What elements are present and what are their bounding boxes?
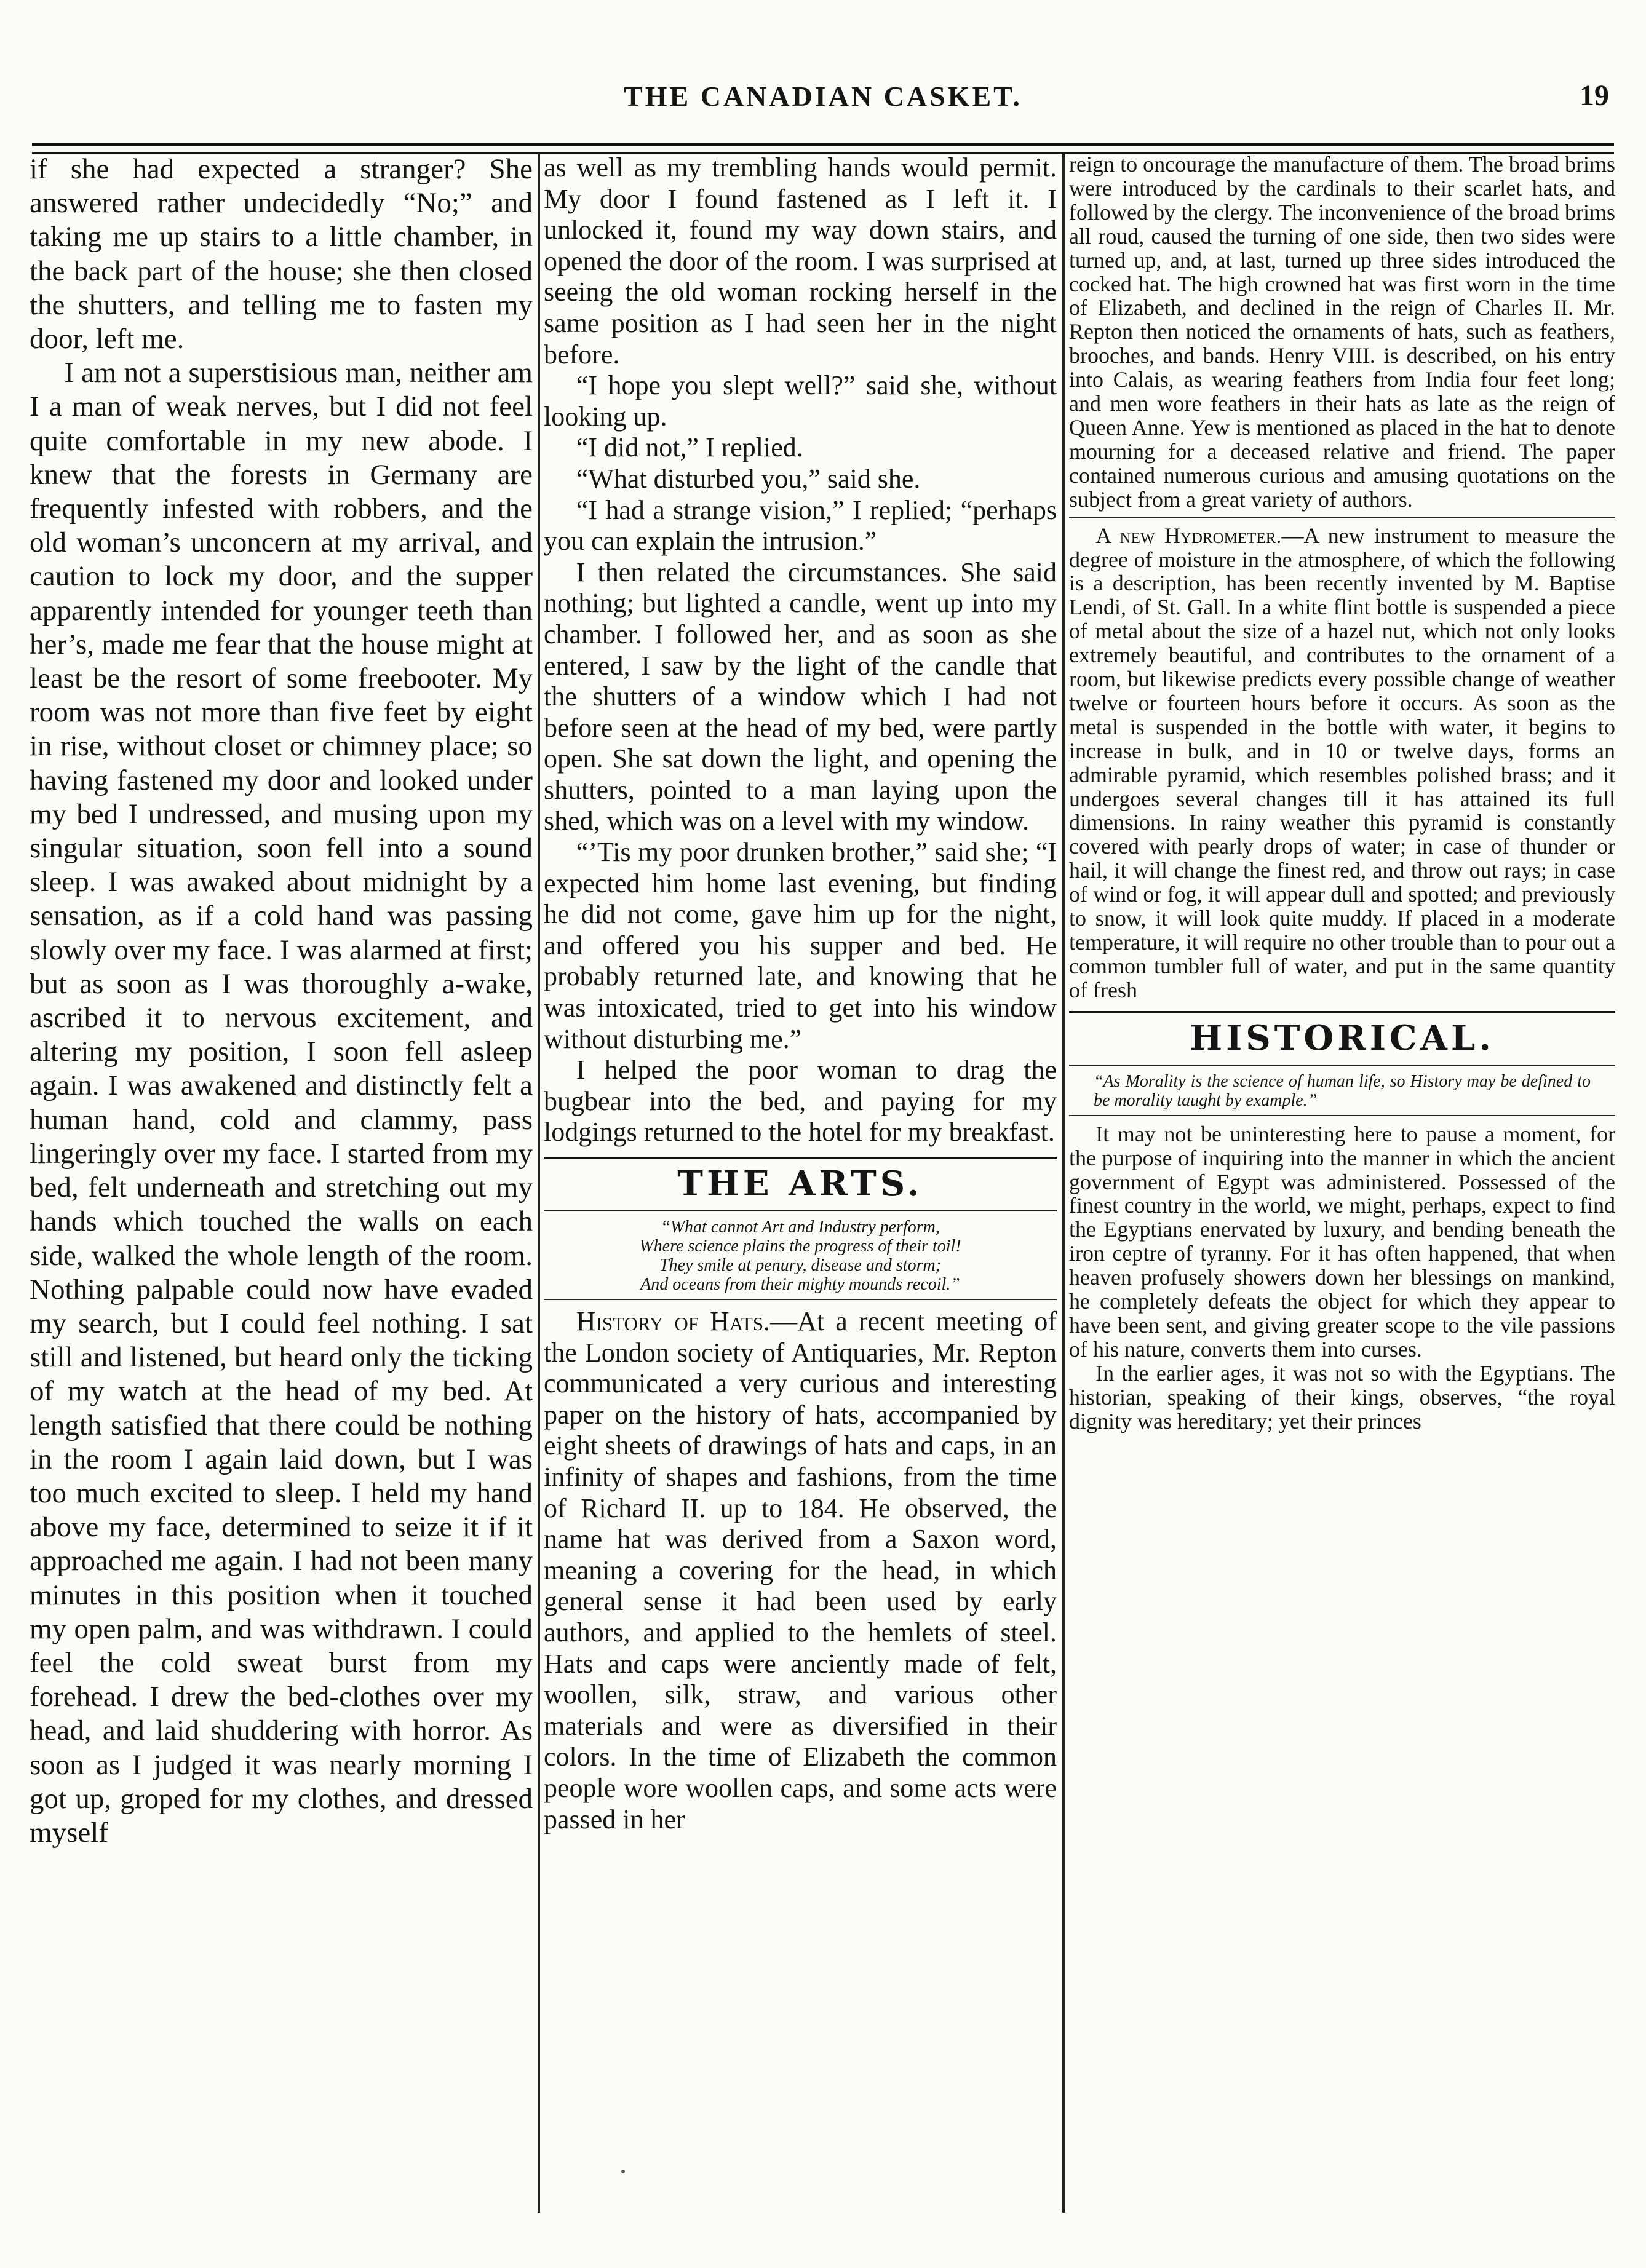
arts-epigraph <box>544 1218 1057 1294</box>
article-body: —At a recent meeting of the London society of Antiquaries, Mr. Repton communicated a very curious and interesting paper on the history of hats, accompanied by eight sheets of drawings of hats and caps, in an infinity of shapes and fashions, from the time of Richard II. up to 184. He observed, the name hat was derived from a Saxon word, meaning a covering for the head, in which general sense it had been used by early authors, and applied to the hemlets of steel. Hats and caps were anciently made of felt, woollen, silk, straw, and various other materials and were as diversified in their colors. In the time of Elizabeth the common people wore woollen caps, and some acts were passed in her <box>544 1306 1057 1834</box>
section-rule <box>1069 1115 1615 1116</box>
article-history-of-hats <box>544 1306 1057 1835</box>
story-paragraph: as well as my trembling hands would permit. My door I found fastened as I left it. I unlocked it, found my way down stairs, and opened the door of the room. I was surprised at seeing the old woman rocking herself in the same position as I had seen her in the night before. <box>544 153 1057 370</box>
story-paragraph: “I hope you slept well?” said she, without looking up. <box>544 370 1057 432</box>
running-title: THE CANADIAN CASKET. <box>624 81 1022 112</box>
article-paragraph: In the earlier ages, it was not so with the Egyptians. The historian, speaking of their kings, observes, “the royal dignity was hereditary; yet their princes <box>1069 1360 1615 1433</box>
column-3 <box>1069 153 1615 2213</box>
article-body: —A new instrument to measure the degree of moisture in the atmosphere, of which the following is a description, has been recently invented by M. Baptise Lendi, of St. Gall. In a white flint bottle is suspended a piece of metal about the size of a hazel nut, which not only looks extremely beautiful, and contributes to the ornament of a room, but likewise predicts every possible change of weather twelve or fourteen hours before it occurs. As soon as the metal is suspended in the bottle with water, it begins to increase in bulk, and in 10 or twelve days, forms an admirable pyramid, which resembles polished brass; and it undergoes several changes till it has attained its full dimensions. In rainy weather this pyramid is constantly covered with pearly drops of water; in case of thunder or hail, it will change the finest red, and throw out rays; in case of wind or fog, it will appear dull and spotted; and previously to snow, it will look quite muddy. If placed in a moderate temperature, it will require no other trouble than to pour out a common tumbler full of water, and put in the same quantity of fresh <box>1069 523 1615 1002</box>
story-paragraph: “I did not,” I replied. <box>576 432 803 463</box>
story-paragraph: “I had a strange vision,” I replied; “perhaps you can explain the intrusion.” <box>544 494 1057 557</box>
section-rule <box>1069 1065 1615 1066</box>
column-2 <box>544 153 1057 2213</box>
epigraph-line: Where science plains the progress of their toil! <box>639 1237 961 1256</box>
section-rule <box>544 1299 1057 1300</box>
column-rule-1 <box>538 153 540 2213</box>
epigraph-line: “What cannot Art and Industry perform, <box>661 1218 940 1237</box>
article-lead: History of Hats. <box>576 1306 771 1336</box>
page-number: 19 <box>1580 79 1609 112</box>
section-heading-arts: THE ARTS. <box>677 1164 923 1204</box>
story-paragraph: I then related the circumstances. She said nothing; but lighted a candle, went up into my chamber. I followed her, and as soon as she entered, I saw by the light of the candle that the shutters of a window which I had not before seen at the head of my bed, were partly open. She sat down the light, and opening the shutters, pointed to a man laying upon the shed, which was on a level with my window. <box>544 557 1057 836</box>
epigraph-line: They smile at penury, disease and storm; <box>659 1256 942 1275</box>
story-paragraph: “’Tis my poor drunken brother,” said she; “I expected him home last evening, but finding he did not come, gave him up for the night, and offered you his supper and bed. He probably returned late, and knowing that he was intoxicated, tried to get into his window without disturbing me.” <box>544 837 1057 1054</box>
epigraph-line: And oceans from their mighty mounds recoil.” <box>640 1275 960 1294</box>
running-head <box>0 80 1646 123</box>
historical-epigraph: “As Morality is the science of human life, so History may be defined to be morality taught by example.” <box>1094 1071 1591 1110</box>
section-rule <box>1069 517 1615 518</box>
article-paragraph: It may not be uninteresting here to pause a moment, for the purpose of inquiring into the manner in which the ancient government of Egypt was administered. Possessed of the finest country in the world, we might, perhaps, expect to find the Egyptians enervated by luxury, and bending beneath the iron ceptre of tyranny. For it has often happened, that when heaven profusely showers down her blessings on mankind, he completely defeats the object for which they appear to have been sent, and giving greater scope to the vile passions of his nature, converts them into curses. <box>1069 1121 1615 1362</box>
article-continuation: reign to oncourage the manufacture of them. The broad brims were introduced by the cardinals to their scarlet hats, and followed by the clergy. The inconvenience of the broad brims all roud, caused the turning of one side, then two sides were turned up, and, at last, turned up three sides introduced the cocked hat. The high crowned hat was first worn in the time of Elizabeth, and declined in the reign of Charles II. Mr. Repton then noticed the ornaments of hats, such as feathers, brooches, and bands. Henry VIII. is described, on his entry into Calais, as wearing feathers from India four feet long; and men wore feathers in their hats as late as the reign of Queen Anne. Yew is mentioned as placed in the hat to denote mourning for a deceased relative and friend. The paper contained numerous curious and amusing quotations on the subject from a great variety of authors. <box>1069 153 1615 512</box>
section-heading-historical: HISTORICAL. <box>1190 1017 1495 1058</box>
column-rule-2 <box>1062 153 1065 2213</box>
story-paragraph: I am not a superstisious man, neither am I a man of weak nerves, but I did not feel quite comfortable in my new abode. I knew that the forests in Germany are frequently infested with robbers, and the old woman’s unconcern at my arrival, and caution to lock my door, and the supper apparently intended for younger teeth than her’s, made me fear that the house might at least be the resort of some freebooter. My room was not more than five feet by eight in rise, without closet or chimney place; so having fastened my door and looked under my bed I undressed, and musing upon my singular situation, soon fell into a sound sleep. I was awaked about midnight by a sensation, as if a cold hand was passing slowly over my face. I was alarmed at first; but as soon as I was thoroughly a-wake, ascribed it to nervous excitement, and altering my position, I soon fell asleep again. I was awakened and distinctly felt a human hand, cold and clammy, pass lingeringly over my face. I started from my bed, felt underneath and stretching out my hands which touched the walls on each side, walked the whole length of the room. Nothing palpable could now have evaded my search, but I could feel nothing. I sat still and listened, but heard only the ticking of my watch at the head of my bed. At length satisfied that there could be nothing in the room I again laid down, but I was too much excited to sleep. I held my hand above my face, determined to seize it if it approached me again. I had not been many minutes in this position when it touched my open palm, and was withdrawn. I could feel the cold sweat burst from my forehead. I drew the bed-clothes over my head, and laid shuddering with horror. As soon as I judged it was nearly morning I got up, groped for my clothes, and dressed myself <box>30 357 533 1849</box>
article-lead: A new Hydrometer. <box>1095 523 1282 548</box>
ink-speck <box>621 2170 625 2173</box>
section-rule <box>544 1210 1057 1211</box>
article-new-hydrometer <box>1069 524 1615 1002</box>
column-1 <box>30 153 533 2213</box>
story-paragraph: “What disturbed you,” said she. <box>576 463 921 494</box>
story-paragraph: I helped the poor woman to drag the bugbear into the bed, and paying for my lodgings returned to the hotel for my breakfast. <box>544 1055 1057 1148</box>
section-rule <box>544 1157 1057 1159</box>
story-paragraph: if she had expected a stranger? She answered rather undecidedly “No;” and taking me up stairs to a little chamber, in the back part of the house; she then closed the shutters, and telling me to fasten my door, left me. <box>30 153 533 355</box>
section-rule <box>1069 1011 1615 1013</box>
